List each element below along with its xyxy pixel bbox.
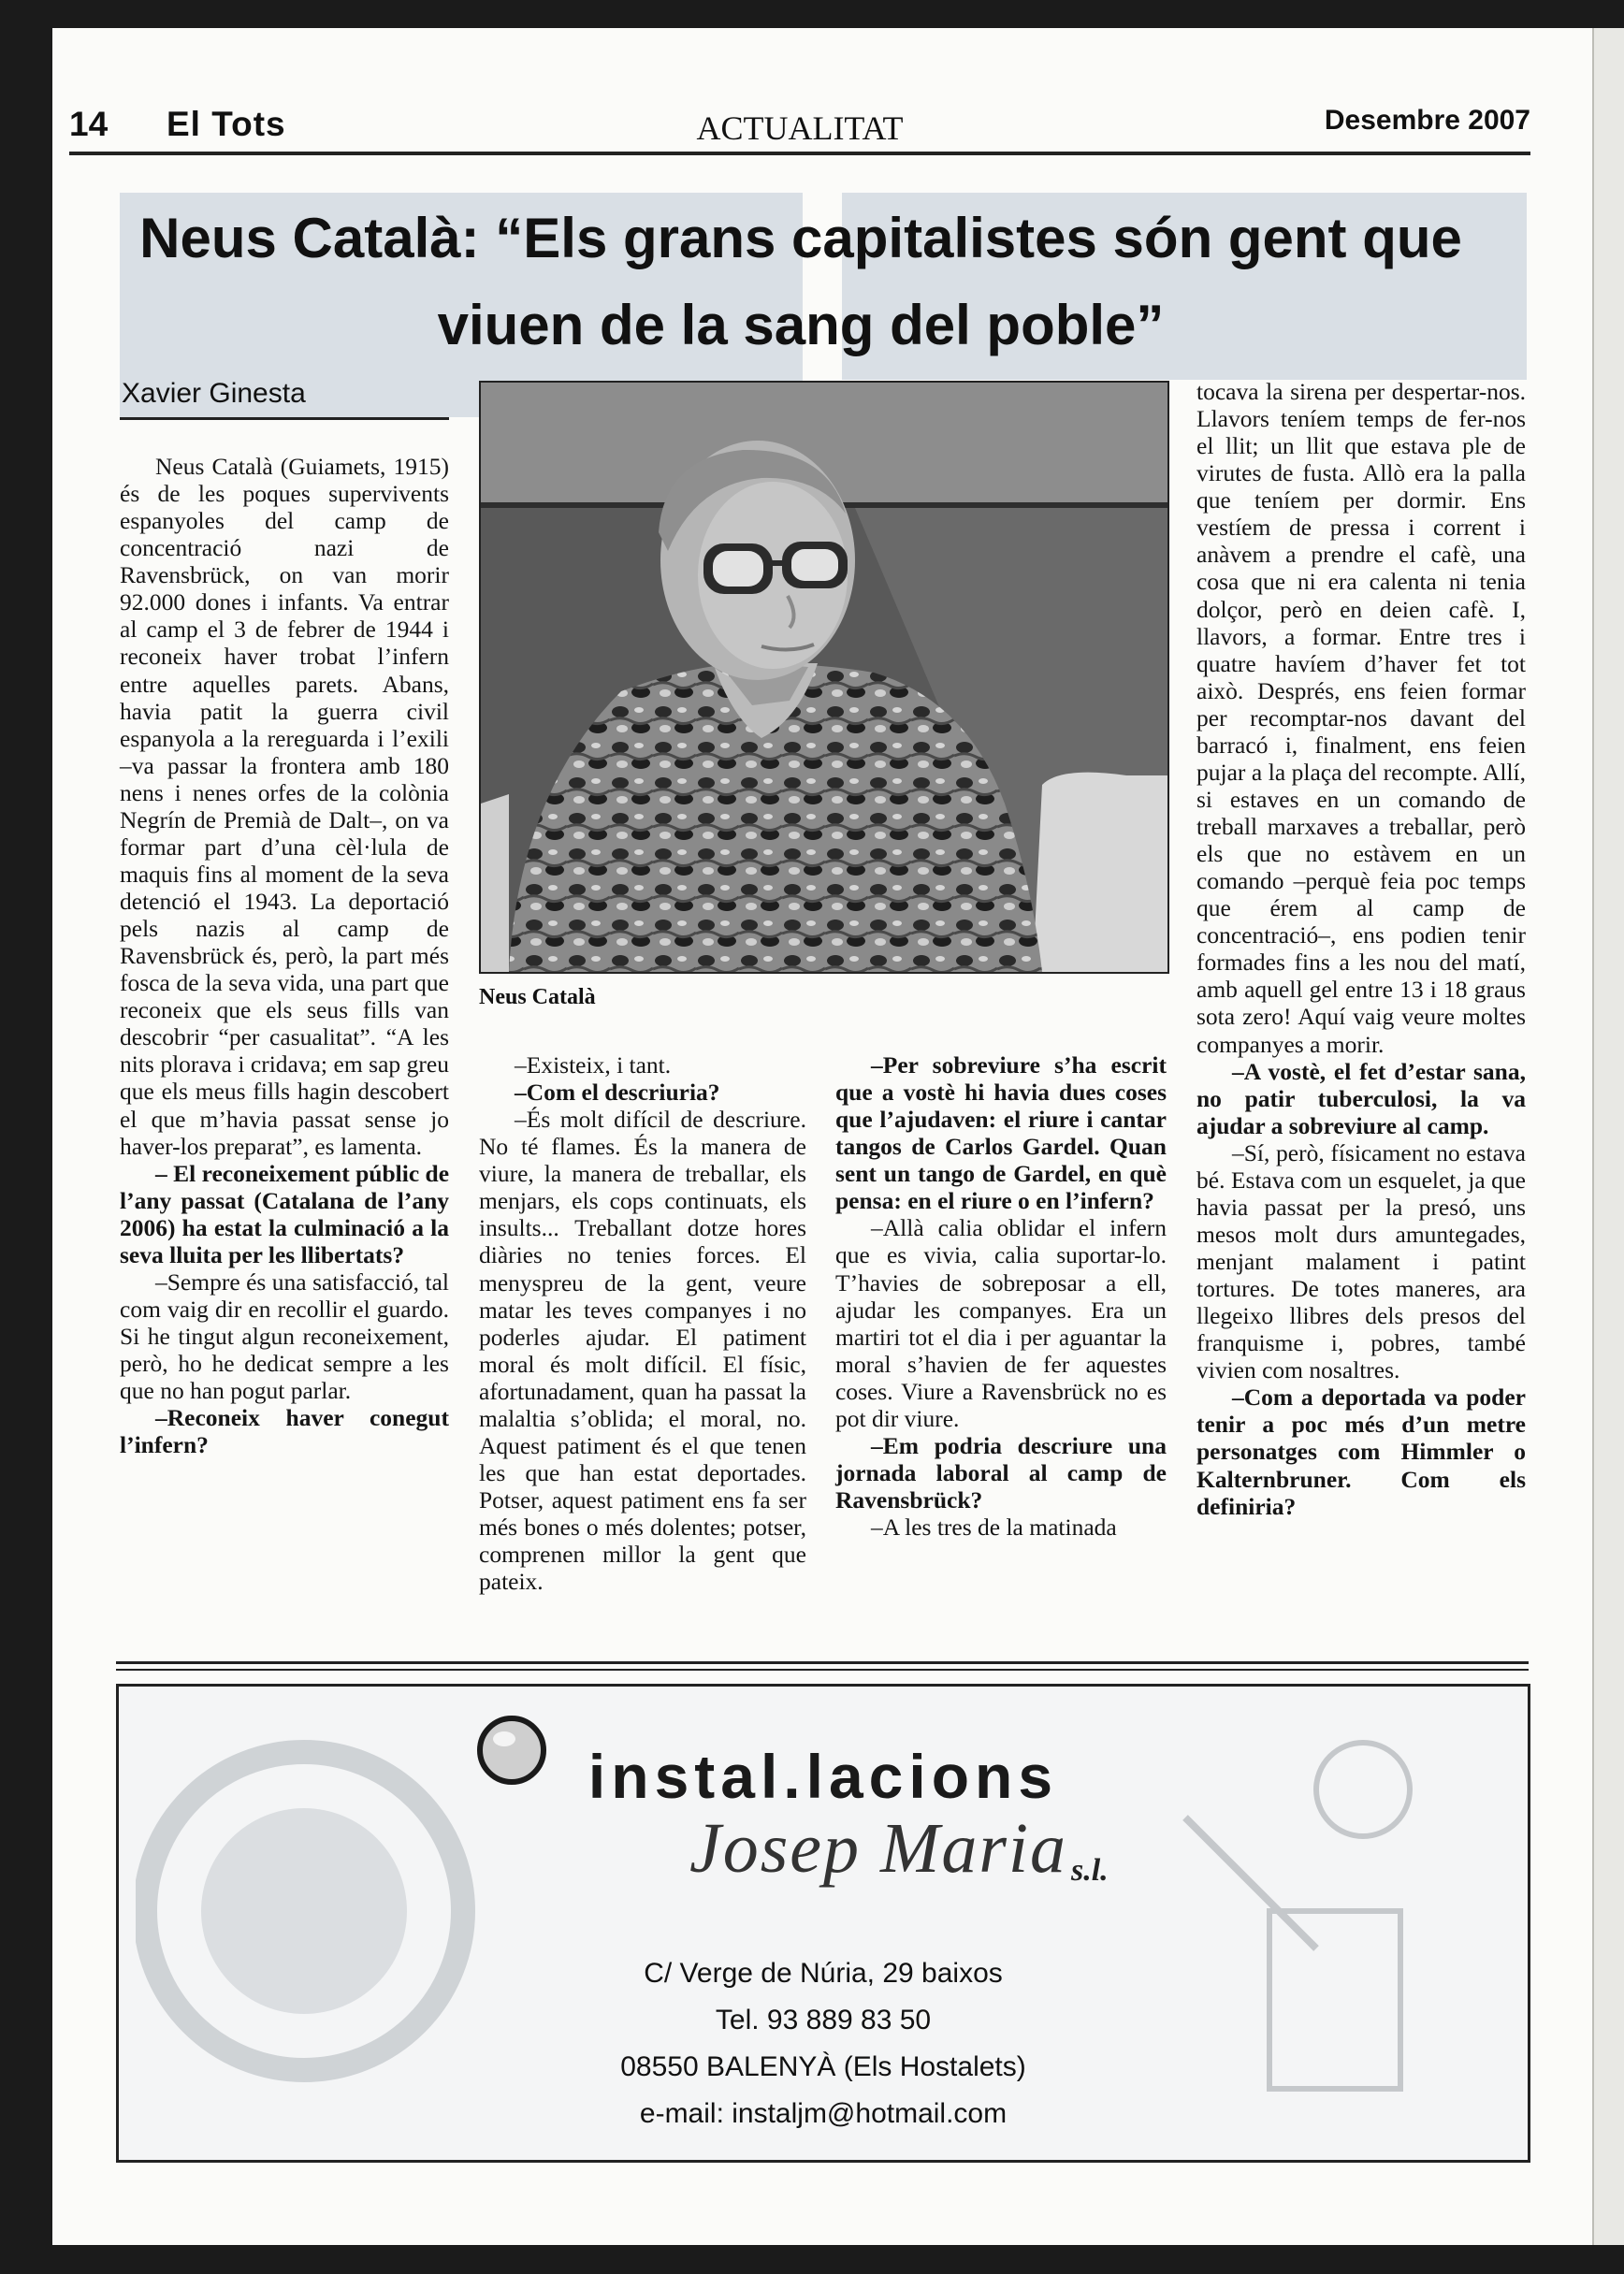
column-1 xyxy=(120,453,449,1458)
ad-script-name: Josep Maria xyxy=(689,1809,1068,1888)
interview-question: –Com el descriuria? xyxy=(515,1079,720,1107)
interview-question: – El reconeixement públic de l’any passat (Catalana de l’any 2006) ha estat la culminació a la seva lluita per les llibertats? xyxy=(120,1159,450,1268)
interview-question: –Per sobreviure s’ha escrit que a vostè hi havia dues coses que l’ajudaven: el riure i cantar tangos de Carlos Gardel. Quan sent un tango de Gardel, en què pensa: en el riure o en l’infern? xyxy=(835,1051,1167,1215)
ad-email: e-mail: instaljm@hotmail.com xyxy=(639,2098,1008,2129)
byline: Xavier Ginesta xyxy=(122,378,306,409)
article-paragraph: –És molt difícil de descriure. No té flames. És la manera de viure, la manera de treballar, els menjars, els cops continuats, els insults... Treballant dotze hores diàries no tenies forces. El menyspreu de la gent, veure matar les teves companyes i no poderles ajudar. El patiment moral és molt difícil. El físic, afortunadament, quan ha passat la malaltia s’oblida; el moral, no. Aquest patiment és el que tenen les que han estat deportades. Potser, aquest patiment ens fa ser més bones o més dolentes; potser, comprenen millor la gent que pateix. xyxy=(479,1106,806,1596)
column-3 xyxy=(835,1051,1167,1541)
publication-name: El Tots xyxy=(167,105,286,143)
photo-caption: Neus Català xyxy=(479,985,596,1009)
portrait-photo xyxy=(479,381,1169,974)
interview-question: –Em podria descriure una jornada laboral al camp de Ravensbrück? xyxy=(835,1431,1167,1514)
article-paragraph: –Sí, però, físicament no estava bé. Estava com un esquelet, ja que havia passat per la presó, uns mesos molt durs amuntegades, menjant malament i patint tortures. De totes maneres, ara llegeixo llibres dels presos del franquisme i, pobres, també vivien com nosaltres. xyxy=(1196,1138,1526,1384)
section-rule xyxy=(116,1669,1529,1671)
interview-question: –Reconeix haver conegut l’infern? xyxy=(120,1404,449,1459)
advertisement xyxy=(116,1684,1530,2163)
article-paragraph: –A les tres de la matinada xyxy=(871,1514,1117,1542)
ad-brand: instal.lacions xyxy=(587,1742,1059,1811)
portrait-illustration xyxy=(481,383,1167,972)
column-4 xyxy=(1196,378,1526,1520)
byline-rule xyxy=(120,417,449,420)
article-paragraph: –Existeix, i tant. xyxy=(515,1051,672,1079)
section-title: ACTUALITAT xyxy=(696,109,904,147)
interview-question: –Com a deportada va poder tenir a poc més d’un metre personatges com Himmler o Kalternbruner. Com els definiria? xyxy=(1196,1383,1526,1520)
ad-company-suffix: s.l. xyxy=(1071,1853,1109,1888)
article-headline: Neus Català: “Els grans capitalistes són gent que viuen de la sang del poble” xyxy=(139,207,1462,356)
ad-address: C/ Verge de Núria, 29 baixos xyxy=(644,1958,1003,1989)
page-header xyxy=(69,77,1530,155)
section-rule xyxy=(116,1661,1529,1664)
interview-question: –A vostè, el fet d’estar sana, no patir tuberculosi, la va ajudar a sobreviure al camp. xyxy=(1196,1057,1526,1139)
article-paragraph: –Allà calia oblidar el infern que es vivia, calia suportar-lo. T’havies de sobreposar a ell, ajudar les companyes. Era un martiri tot el dia i per aguantar la moral s’havien de fer aquestes coses. Viure a Ravensbrück no es pot dir viure. xyxy=(835,1214,1167,1432)
column-2 xyxy=(479,1051,806,1595)
article-paragraph: Neus Català (Guiamets, 1915) és de les poques supervivents espanyoles del camp de concentració nazi de Ravensbrück, on van morir 92.000 dones i infants. Va entrar al camp el 3 de febrer de 1944 i reconeix haver trobat l’infern entre aquelles parets. Abans, havia patit la guerra civil espanyola a la rereguarda i l’exili –va passar la frontera amb 180 nens i nenes orfes de la colònia Negrín de Premià de Dalt–, on va formar part d’una cèl·lula de maquis fins al moment de la seva detenció el 1943. La deportació pels nazis al camp de Ravensbrück és, però, la part més fosca de la seva vida, una part que reconeix que els seus fills van descobrir “per casualitat”. “A les nits plorava i cridava; em sap greu que els meus fills hagin descobert el que m’havia passat sense jo haver-los preparat”, es lamenta. xyxy=(120,453,449,1160)
page-number: 14 xyxy=(69,105,109,143)
next-page-edge xyxy=(1592,28,1624,2245)
ad-phone: Tel. 93 889 83 50 xyxy=(715,2005,932,2035)
issue-date: Desembre 2007 xyxy=(1324,105,1530,136)
article-paragraph: tocava la sirena per despertar-nos. Llavors teníem temps de fer-nos el llit; un llit que estava ple de virutes de fusta. Allò era la palla que teníem per dormir. Ens vestíem de pressa i corrent i anàvem a prendre el cafè, una cosa que ni era calenta ni tenia dolçor, però en deien cafè. I, llavors, a formar. Entre tres i quatre havíem d’haver fet tot això. Després, ens feien formar per recomptar-nos davant del barracó i, finalment, ens feien pujar a la plaça del recompte. Allí, si estaves en un comando de treball marxaves a treballar, però els que no estàvem en un comando –perquè feia poc temps que érem al camp de concentració–, ens podien tenir formades fins a les nou del matí, amb aquell gel entre 13 i 18 graus sota zero! Aquí vaig veure moltes companyes a morir. xyxy=(1196,378,1526,1058)
ad-city: 08550 BALENYÀ (Els Hostalets) xyxy=(620,2051,1026,2082)
article-paragraph: –Sempre és una satisfacció, tal com vaig dir en recollir el guardo. Si he tingut algun reconeixement, però, ho he dedicat sempre a les que no han pogut parlar. xyxy=(120,1267,449,1405)
